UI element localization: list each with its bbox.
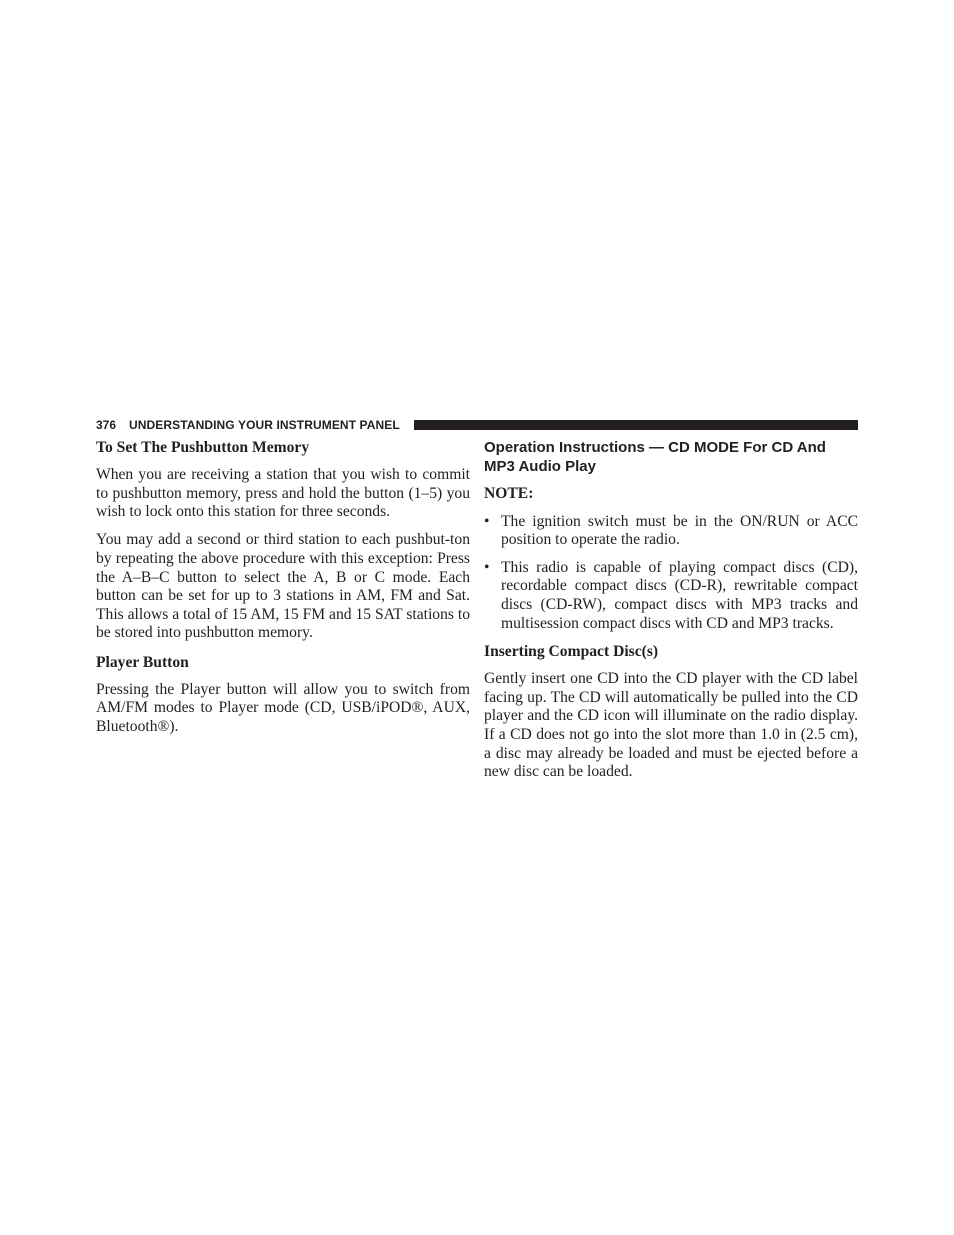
note-label: NOTE: [484,485,534,502]
heading-inserting-discs: Inserting Compact Disc(s) [484,643,659,661]
note-list [484,513,858,634]
heading-pushbutton-memory: To Set The Pushbutton Memory [96,439,310,456]
page-number: 376 [96,418,117,432]
list-item [484,559,858,633]
paragraph-inserting-discs: Gently insert one CD into the CD player with the CD label facing up. The CD will automatically be pulled into the CD player and the CD icon will illuminate on the radio display. If a CD does not go into the slot more than 1.0 in (2.5 cm), a disc may already be loaded and must be ejected before a new disc can be loaded. [484,670,858,781]
list-item-text: This radio is capable of playing compact discs (CD), recordable compact discs (CD-R), rewritable compact discs (CD-RW), compact discs with MP3 tracks and multisession compact discs with CD and MP3 tracks. [501,558,858,632]
page-header [96,416,858,434]
header-rule [414,420,858,430]
right-column [484,438,858,791]
heading-player-button: Player Button [96,653,189,671]
paragraph-player-button: Pressing the Player button will allow you to switch from AM/FM modes to Player mode (CD, USB/iPOD®, AUX, Bluetooth®). [96,680,470,735]
list-item-text: The ignition switch must be in the ON/RUN or ACC position to operate the radio. [501,512,858,549]
bullet-icon: • [484,558,490,576]
bullet-icon: • [484,512,490,530]
paragraph-additional-stations: You may add a second or third station to each pushbut-ton by repeating the above procedure with this exception: Press the A–B–C button to select the A, B or C mode. Each button can be set for up to 3 stations in AM, FM and Sat. This allows a total of 15 AM, 15 FM and 15 SAT stations to be stored into pushbutton memory. [96,531,470,642]
left-column [96,438,470,746]
heading-cd-mode: Operation Instructions — CD MODE For CD And MP3 Audio Play [484,439,826,475]
section-title: UNDERSTANDING YOUR INSTRUMENT PANEL [129,418,400,432]
paragraph-commit-memory: When you are receiving a station that you wish to commit to pushbutton memory, press and hold the button (1–5) you wish to lock onto this station for three seconds. [96,466,470,521]
list-item [484,513,858,550]
